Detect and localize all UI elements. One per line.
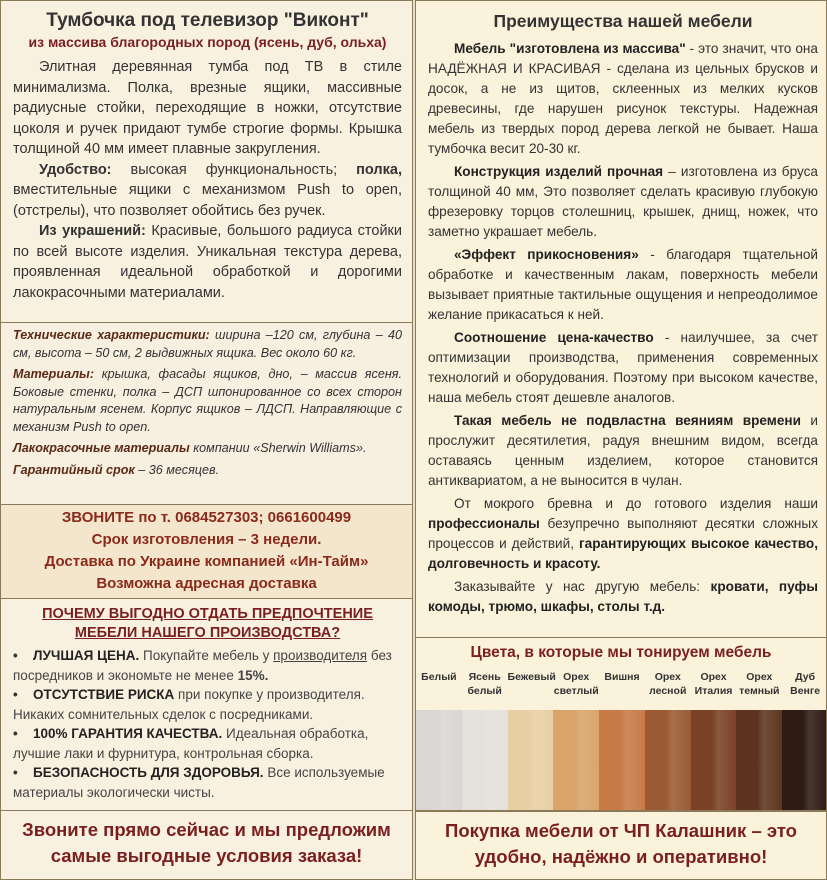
advantage-label: гарантирующих высокое качество, долговечность и красоту. — [428, 536, 818, 571]
swatch-label: Ясень белый — [467, 671, 502, 697]
advantage-label: Мебель "изготовлена из массива" — [454, 41, 686, 56]
decor-paragraph — [13, 221, 402, 303]
advantage-text: - наилучшее, за счет оптимизации производства, применения современных технологий и оборудования. Поэтому при высоком качестве, наша мебель стоят дешевле аналогов. — [428, 330, 819, 405]
color-swatch — [599, 710, 645, 811]
swatch-label: Орех темный — [739, 671, 780, 697]
right-column — [415, 0, 827, 880]
colors-section — [416, 637, 826, 811]
materials — [13, 366, 402, 436]
address-delivery: Возможна адресная доставка — [96, 575, 317, 592]
advantage-label: Такая мебель не подвластна веяниям времени — [454, 413, 801, 428]
color-swatch — [416, 710, 462, 811]
advantage-label: «Эффект прикосновения» — [454, 247, 639, 262]
cta-line-2: самые выгодные условия заказа! — [50, 845, 363, 866]
warranty-text: – 36 месяцев. — [134, 462, 220, 477]
materials-text: крышка, фасады ящиков, дно, – массив ясеня. Боковые стенки, полка – ДСП шпонированное со всех сторон натуральным ясенем. Корпус ящиков – ЛДСП. Направляющие с механизм Push to open. — [13, 367, 402, 434]
comfort-paragraph — [13, 160, 402, 222]
color-swatch — [736, 710, 782, 811]
tech-label: Технические характеристики: — [13, 328, 210, 342]
comfort-label-2: полка, — [356, 161, 402, 178]
swatch-label: Орех лесной — [649, 671, 687, 697]
list-item — [13, 724, 402, 763]
item-label: ОТСУТСТВИЕ РИСКА — [33, 687, 175, 702]
decor-text: Красивые, большого радиуса стойки по всей высоте изделия. Уникальная текстура дерева, проявленная идеальной обработкой и дорогими лакокрасочными материалами. — [13, 223, 402, 301]
item-text: без посредников и экономьте не менее — [13, 648, 392, 683]
swatch-label: Бежевый — [507, 671, 556, 683]
list-item — [13, 685, 402, 724]
item-label: 100% ГАРАНТИЯ КАЧЕСТВА. — [33, 726, 223, 741]
color-swatch — [553, 710, 599, 811]
advantage-paragraph — [428, 328, 818, 408]
swatch-label: Белый — [421, 671, 457, 683]
comfort-text-2: вместительные ящики с механизмом Push to open, (отстрелы), что позволяет обойтись без ручек. — [13, 182, 402, 219]
advantage-text: От мокрого бревна и до готового изделия наши — [454, 496, 818, 511]
bullet-icon: • — [13, 648, 18, 663]
other-furniture — [428, 577, 818, 617]
advantages-section — [416, 1, 826, 637]
swatch-label: Орех Италия — [694, 671, 733, 697]
cta-line-1: Звоните прямо сейчас и мы предложим — [22, 819, 391, 840]
contact-section — [1, 505, 412, 599]
paint-materials — [13, 440, 402, 458]
product-intro: Элитная деревянная тумба под ТВ в стиле минимализма. Полка, врезные ящики, массивные радиусные стойки, переходящие в ножки, отсутствие цоколя и ручек придают тумбе строгие формы. Крышка толщиной 40 мм имеет плавные закругления. — [13, 59, 402, 157]
bullet-icon: • — [13, 765, 18, 780]
comfort-label: Удобство: — [39, 161, 112, 178]
paint-text: компании «Sherwin Williams». — [189, 441, 367, 455]
left-column — [0, 0, 413, 880]
item-label: ЛУЧШАЯ ЦЕНА. — [33, 648, 140, 663]
phone-line: ЗВОНИТЕ по т. 0684527303; 0661600499 — [61, 509, 352, 526]
swatch-labels — [416, 670, 826, 710]
cta-line-1: Покупка мебели от ЧП Калашник – это — [445, 820, 797, 841]
why-section — [1, 599, 412, 811]
why-title — [13, 605, 402, 643]
comfort-text-1: высокая функциональность; — [111, 161, 357, 178]
right-call-to-action — [416, 811, 826, 880]
advantage-text: - благодаря тщательной обработке и качественным лакам, поверхность мебели вызывает приятные тактильные ощущения и непреодолимое желание прикасаться к ней. — [428, 247, 818, 322]
color-swatch — [691, 710, 737, 811]
advantage-text: безупречно выполняют десятки сложных процессов и действий, — [428, 516, 818, 551]
item-text: Идеальная обработка, лучшие лаки и фурнитура, контрольная сборка. — [13, 726, 369, 761]
product-title: Тумбочка под телевизор "Виконт" — [46, 10, 369, 31]
advantage-label: Конструкция изделий прочная — [454, 164, 664, 179]
specs-section — [1, 323, 412, 505]
materials-label: Материалы: — [13, 367, 95, 381]
item-text: при покупке у производителя. Никаких сомнительных сделок с посредниками. — [13, 687, 365, 722]
item-text: Все используемые материалы экологически чисты. — [13, 765, 385, 800]
warranty — [13, 462, 402, 480]
advantage-paragraph — [428, 162, 818, 242]
advantage-text: и прослужит десятилетия, радуя внешним видом, всегда оставаясь ценным изделием, которое становится антиквариатом, а не выносится в чулан. — [428, 413, 819, 488]
swatches — [416, 710, 826, 811]
advantages-title: Преимущества нашей мебели — [493, 11, 753, 31]
other-furniture-list: кровати, пуфы комоды, трюмо, шкафы, столы т.д. — [428, 579, 819, 614]
color-swatch — [462, 710, 508, 811]
tech-specs — [13, 327, 402, 362]
swatch-label: Дуб Венге — [790, 671, 821, 697]
other-furniture-text: Заказывайте у нас другую мебель: — [454, 579, 711, 594]
left-call-to-action — [1, 811, 412, 880]
color-swatch — [645, 710, 691, 811]
list-item — [13, 763, 402, 802]
warranty-label: Гарантийный срок — [13, 462, 135, 477]
delivery-line: Доставка по Украине компанией «Ин-Тайм» — [44, 553, 369, 570]
advantage-label: профессионалы — [428, 516, 540, 531]
production-time: Срок изготовления – 3 недели. — [91, 531, 322, 548]
advantage-text: - это значит, что она НАДЁЖНАЯ И КРАСИВАЯ - сделана из цельных брусков и досок, а не из щитов, склеенных из мелких кусков древесины, где нарушен рисунок текстуры. Надежная мебель из твердых пород дерева легкой не бывает. Наша тумбочка весит 20-30 кг. — [428, 41, 818, 156]
manufacturer-link[interactable]: производителя — [273, 648, 368, 663]
advantage-paragraph — [428, 245, 818, 325]
why-title-line-2: МЕБЕЛИ НАШЕГО ПРОИЗВОДСТВА? — [74, 625, 341, 641]
cta-line-2: удобно, надёжно и оперативно! — [474, 846, 768, 867]
bullet-icon: • — [13, 687, 18, 702]
product-description — [1, 1, 412, 323]
decor-label: Из украшений: — [39, 223, 146, 239]
tech-text: ширина –120 см, глубина – 40 см, высота – 50 см, 2 выдвижных ящика. Вес около 60 кг. — [13, 328, 402, 360]
advantage-paragraph — [428, 411, 818, 491]
item-text: Покупайте мебель у — [139, 648, 274, 663]
color-swatch — [508, 710, 554, 811]
product-subtitle: из массива благородных пород (ясень, дуб, ольха) — [28, 34, 387, 50]
item-label: БЕЗОПАСНОСТЬ ДЛЯ ЗДОРОВЬЯ. — [33, 765, 264, 780]
paint-label: Лакокрасочные материалы — [13, 441, 190, 455]
item-percent: 15%. — [237, 667, 269, 683]
advantage-paragraph — [428, 39, 818, 159]
advantage-text: – изготовлена из бруса толщиной 40 мм, Это позволяет сделать красивую глубокую фрезеровку торцов столешниц, крышек, днищ, ножек, что заметно украшает мебель. — [428, 164, 818, 239]
swatch-label: Орех светлый — [553, 671, 599, 697]
advantage-label: Соотношение цена-качество — [454, 330, 654, 345]
color-swatch — [782, 710, 826, 811]
why-title-line-1: ПОЧЕМУ ВЫГОДНО ОТДАТЬ ПРЕДПОЧТЕНИЕ — [42, 606, 373, 622]
swatch-label: Вишня — [604, 671, 640, 683]
list-item — [13, 646, 402, 685]
bullet-icon: • — [13, 726, 18, 741]
advantage-paragraph — [428, 494, 818, 574]
colors-title: Цвета, в которые мы тонируем мебель — [470, 644, 772, 661]
